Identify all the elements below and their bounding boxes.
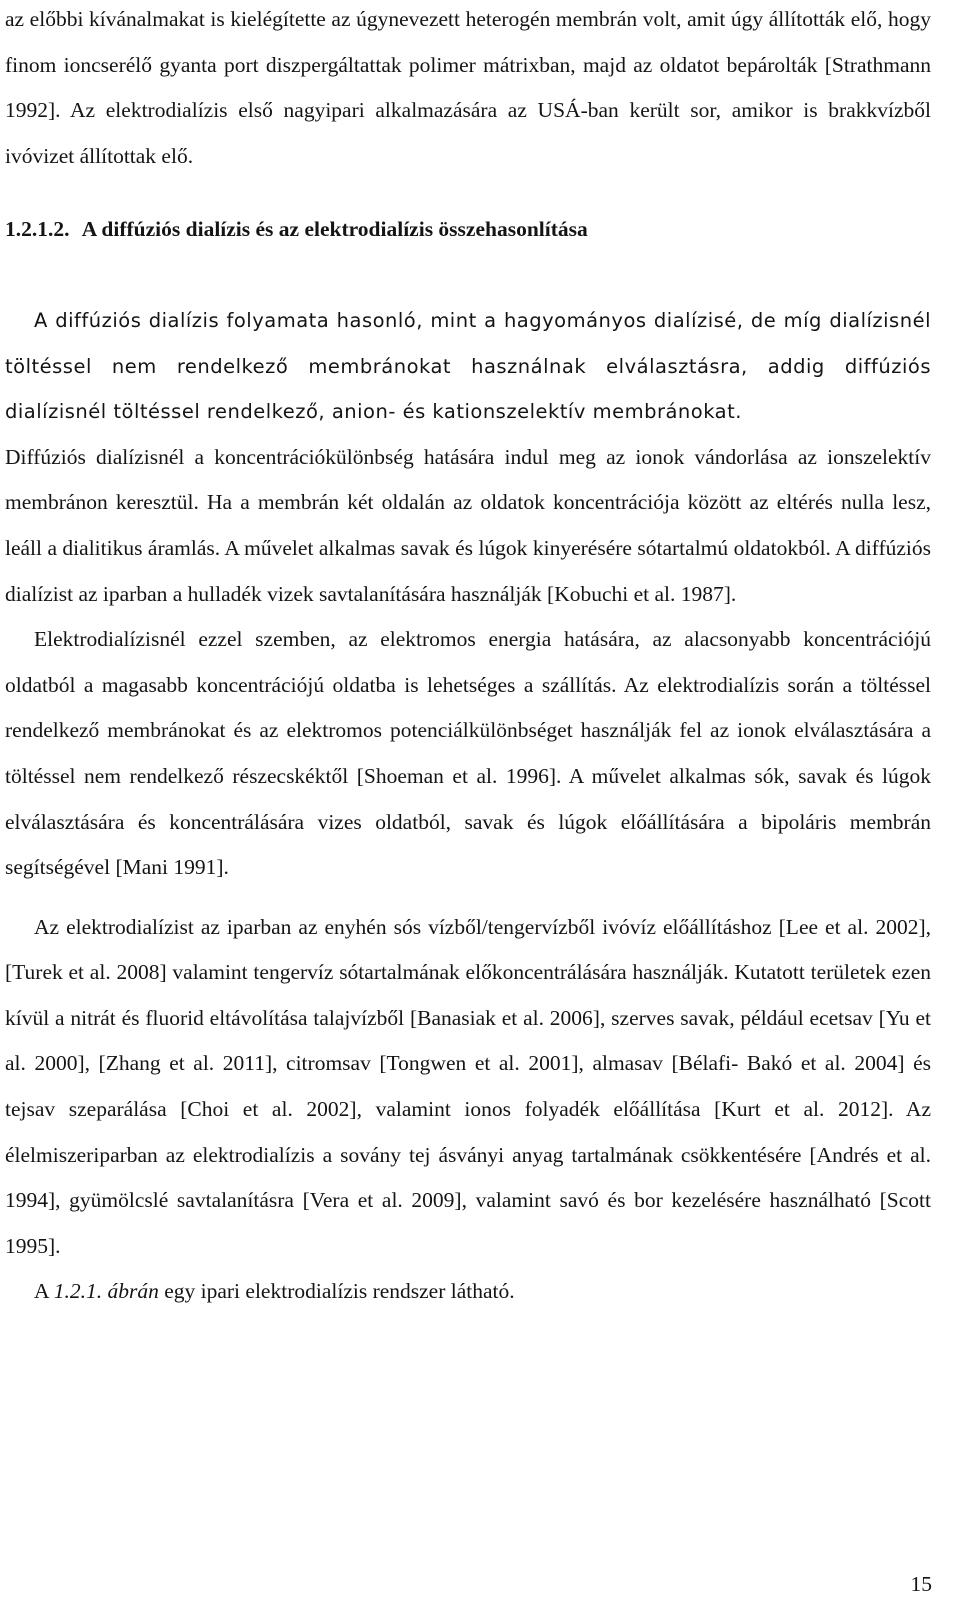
figure-ref-link: 1.2.1. ábrán <box>53 1279 159 1304</box>
figure-ref-prefix: A <box>34 1279 54 1304</box>
paragraph-diffusion-mechanism: Diffúziós dialízisnél a koncentrációkülönbség hatására indul meg az ionok vándorlása az ionszelektív membránon keresztül. Ha a membrán két oldalán az oldatok koncentrációja között az eltérés nulla lesz, leáll a dialitikus áramlás. A művelet alkalmas savak és lúgok kinyerésére sótartalmú oldatokból. A diffúziós dialízist az iparban a hulladék vizek savtalanítására használják [Kobuchi et al. 1987]. <box>5 444 931 606</box>
paragraph-industrial-applications: Az elektrodialízist az iparban az enyhén sós vízből/tengervízből ivóvíz előállításhoz [Lee et al. 2002], [Turek et al. 2008] valamint tengervíz sótartalmának előkoncentrálására használják. Kutatott területek ezen kívül a nitrát és fluorid eltávolítása talajvízből [Banasiak et al. 2006], szerves savak, például ecetsav [Yu et al. 2000], [Zhang et al. 2011], citromsav [Tongwen et al. 2001], almasav [Bélafi- Bakó et al. 2004] és tejsav szeparálása [Choi et al. 2002], valamint ionos folyadék előállítása [Kurt et al. 2012]. Az élelmiszeriparban az elektrodialízis a sovány tej ásványi anyag tartalmának csökkentésére [Andrés et al. 1994], gyümölcslé savtalanításra [Vera et al. 2009], valamint savó és bor kezelésére használható [Scott 1995]. <box>5 914 931 1258</box>
figure-ref-suffix: egy ipari elektrodialízis rendszer látható. <box>158 1279 515 1304</box>
section-number: 1.2.1.2. <box>5 217 70 242</box>
document-page <box>5 0 931 1315</box>
paragraph-diffusion-dialysis: A diffúziós dialízis folyamata hasonló, mint a hagyományos dialízisé, de míg dialízisnél töltéssel nem rendelkező membránokat használnak elválasztásra, addig diffúziós dialízisnél töltéssel rendelkező, anion- és kationszelektív membránokat. <box>5 308 931 424</box>
paragraph-figure-reference <box>5 1269 931 1315</box>
page-number: 15 <box>910 1572 932 1596</box>
paragraph-electrodialysis: Elektrodialízisnél ezzel szemben, az elektromos energia hatására, az alacsonyabb koncentrációjú oldatból a magasabb koncentrációjú oldatba is lehetséges a szállítás. Az elektrodialízis során a töltéssel rendelkező membránokat és az elektromos potenciálkülönbséget használják fel az ionok elválasztására a töltéssel nem rendelkező részecskéktől [Shoeman et al. 1996]. A művelet alkalmas sók, savak és lúgok elválasztására és koncentrálására vizes oldatból, savak és lúgok előállítására a bipoláris membrán segítségével [Mani 1991]. <box>5 627 931 880</box>
section-title: A diffúziós dialízis és az elektrodialízis összehasonlítása <box>81 217 588 242</box>
paragraph-intro: az előbbi kívánalmakat is kielégítette az úgynevezett heterogén membrán volt, amit úgy állították elő, hogy finom ioncserélő gyanta port diszpergáltattak polimer mátrixban, majd az oldatot bepárolták [Strathmann 1992]. Az elektrodialízis első nagyipari alkalmazására az USÁ-ban került sor, amikor is brakkvízből ivóvizet állítottak elő. <box>5 7 931 168</box>
section-heading <box>5 207 931 253</box>
